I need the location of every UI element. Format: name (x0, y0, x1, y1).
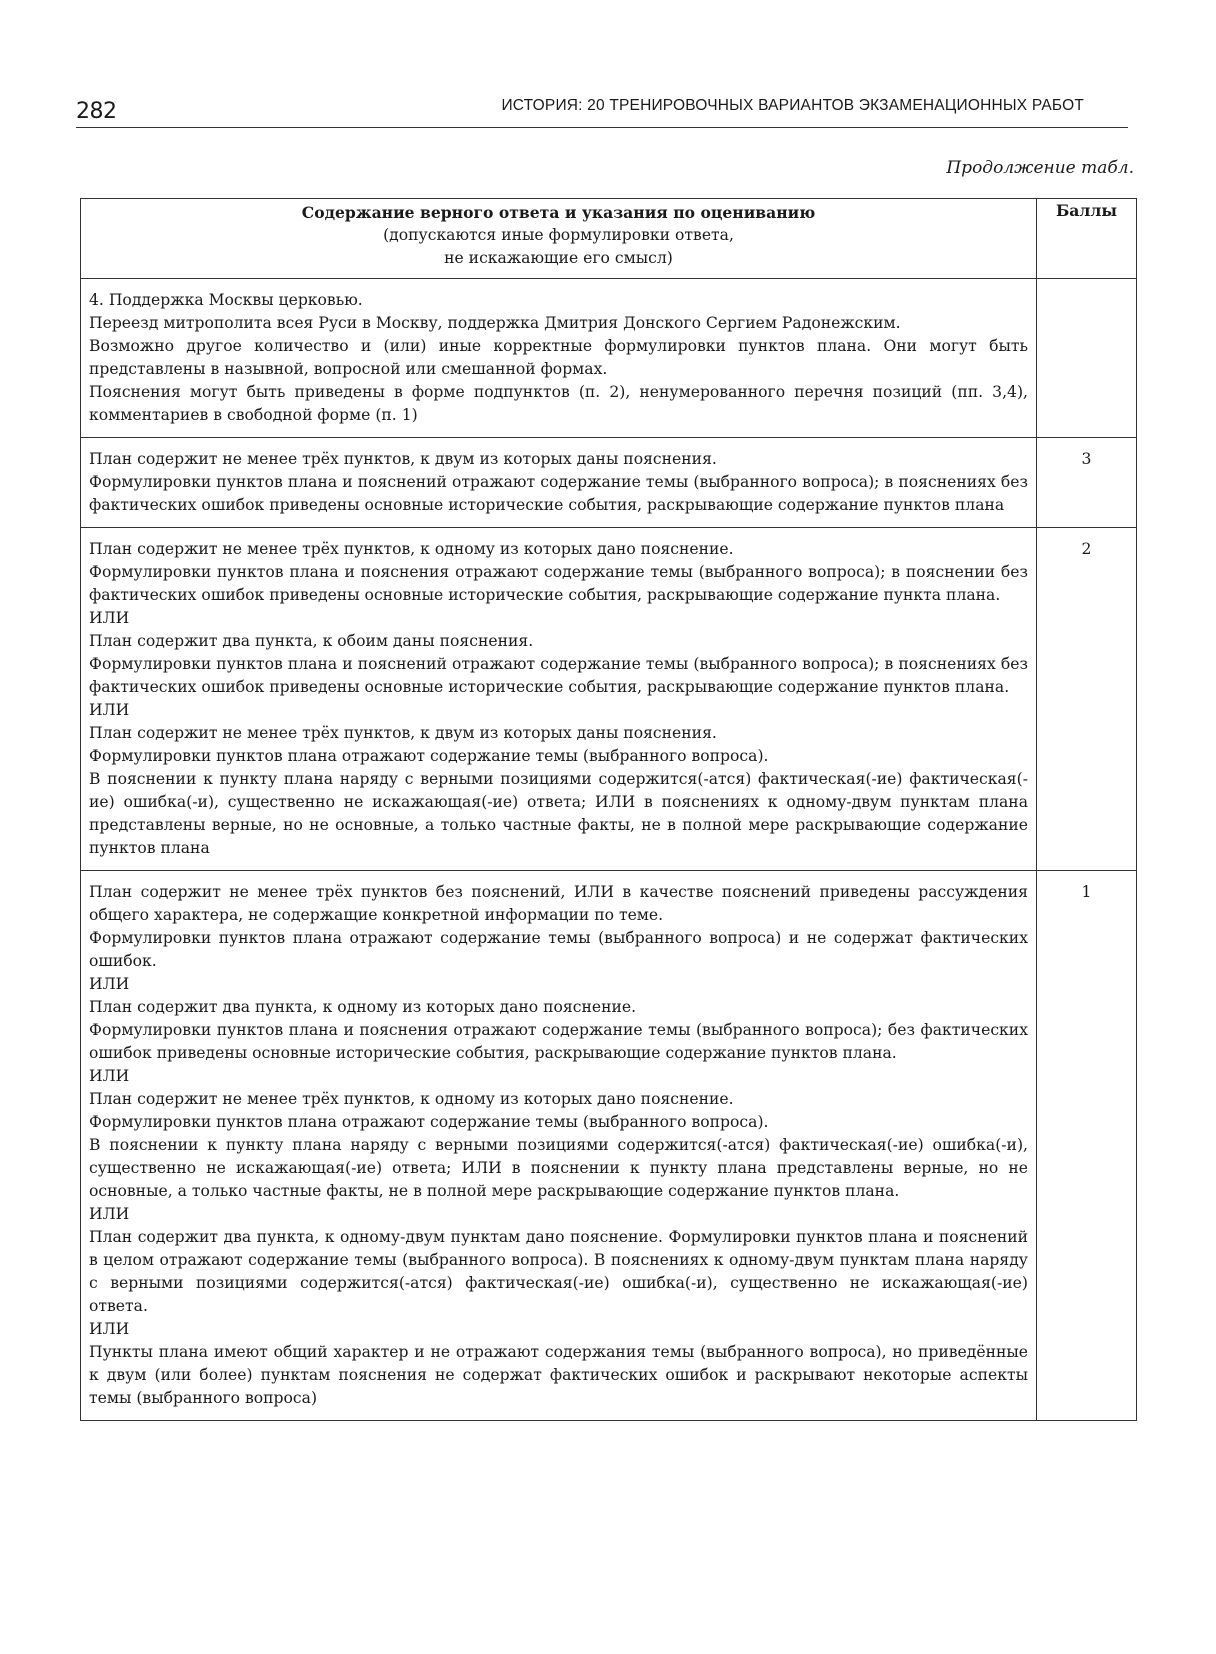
page-number: 282 (76, 99, 117, 124)
criteria-cell (81, 871, 1037, 1421)
points-cell: 2 (1037, 528, 1137, 871)
table-row (81, 279, 1137, 438)
criteria-line: ИЛИ (89, 1067, 130, 1085)
content-header-note-line2: не искажающие его смысл) (444, 249, 673, 267)
content-header-note-line1: (допускаются иные формулировки ответа, (383, 226, 734, 244)
points-cell (1037, 279, 1137, 438)
criteria-line: ИЛИ (89, 1320, 130, 1338)
content-header-title: Содержание верного ответа и указания по оцениванию (301, 203, 816, 222)
criteria-line: План содержит не менее трёх пунктов, к двум из которых даны пояснения. (89, 450, 717, 468)
running-title: ИСТОРИЯ: 20 ТРЕНИРОВОЧНЫХ ВАРИАНТОВ ЭКЗАМЕНАЦИОННЫХ РАБОТ (501, 97, 1084, 114)
points-cell: 3 (1037, 438, 1137, 528)
criteria-line: Формулировки пунктов плана отражают содержание темы (выбранного вопроса). (89, 1113, 769, 1131)
criteria-line: ИЛИ (89, 975, 130, 993)
header-rule (76, 127, 1128, 128)
criteria-line: План содержит не менее трёх пунктов, к одному из которых дано пояснение. (89, 1090, 734, 1108)
criteria-line: План содержит два пункта, к обоим даны пояснения. (89, 632, 534, 650)
criteria-line: ИЛИ (89, 701, 130, 719)
criteria-line: Пункты плана имеют общий характер и не отражают содержания темы (выбранного вопроса), но приведённые к двум (или более) пунктам пояснения не содержат фактических ошибок и раскрывают некоторые аспекты темы (выбранного вопроса) (89, 1343, 1028, 1407)
criteria-line: 4. Поддержка Москвы церковью. (89, 291, 363, 309)
criteria-cell (81, 528, 1037, 871)
criteria-line: Возможно другое количество и (или) иные корректные формулировки пунктов плана. Они могут быть представлены в назывной, вопросной или смешанной формах. (89, 337, 1028, 378)
criteria-line: Формулировки пунктов плана и пояснения отражают содержание темы (выбранного вопроса); без фактических ошибок приведены основные исторические события, раскрывающие содержание пунктов плана. (89, 1021, 1028, 1062)
criteria-line: ИЛИ (89, 609, 130, 627)
points-cell: 1 (1037, 871, 1137, 1421)
criteria-line: Формулировки пунктов плана и пояснений отражают содержание темы (выбранного вопроса); в пояснениях без фактических ошибок приведены основные исторические события, раскрывающие содержание пунктов плана (89, 473, 1028, 514)
criteria-line: План содержит не менее трёх пунктов, к одному из которых дано пояснение. (89, 540, 734, 558)
grading-table (80, 198, 1137, 1421)
criteria-line: Пояснения могут быть приведены в форме подпунктов (п. 2), ненумерованного перечня позиций (пп. 3,4), комментариев в свободной форме (п. 1) (89, 383, 1028, 424)
criteria-line: Формулировки пунктов плана отражают содержание темы (выбранного вопроса). (89, 747, 769, 765)
criteria-line: В пояснении к пункту плана наряду с верными позициями содержится(-атся) фактическая(-ие) ошибка(-и), существенно не искажающая(-ие) ответа; ИЛИ в пояснении к пункту плана представлены верные, но не основные, а только частные факты, не в полной мере раскрывающие содержание пунктов плана. (89, 1136, 1028, 1200)
criteria-cell (81, 279, 1037, 438)
table-row (81, 871, 1137, 1421)
criteria-line: Формулировки пунктов плана отражают содержание темы (выбранного вопроса) и не содержат фактических ошибок. (89, 929, 1028, 970)
points-column-header: Баллы (1037, 199, 1137, 279)
criteria-line: План содержит не менее трёх пунктов без пояснений, ИЛИ в качестве пояснений приведены рассуждения общего характера, не содержащие конкретной информации по теме. (89, 883, 1028, 924)
criteria-line: Переезд митрополита всея Руси в Москву, поддержка Дмитрия Донского Сергием Радонежским. (89, 314, 901, 332)
criteria-line: План содержит два пункта, к одному-двум пунктам дано пояснение. Формулировки пунктов плана и пояснений в целом отражают содержание темы (выбранного вопроса). В пояснениях к одному-двум пунктам плана наряду с верными позициями содержится(-атся) фактическая(-ие) ошибка(-и), существенно не искажающая(-ие) ответа. (89, 1228, 1028, 1315)
criteria-line: План содержит не менее трёх пунктов, к двум из которых даны пояснения. (89, 724, 717, 742)
table-continuation-note: Продолжение табл. (946, 158, 1134, 178)
criteria-line: В пояснении к пункту плана наряду с верными позициями содержится(-атся) фактическая(-ие) фактическая(-ие) ошибка(-и), существенно не искажающая(-ие) ответа; ИЛИ в пояснениях к одному-двум пунктам плана представлены верные, но не основные, а только частные факты, не в полной мере раскрывающие содержание пунктов плана (89, 770, 1028, 857)
table-header-row (81, 199, 1137, 279)
criteria-line: Формулировки пунктов плана и пояснений отражают содержание темы (выбранного вопроса); в пояснениях без фактических ошибок приведены основные исторические события, раскрывающие содержание пунктов плана. (89, 655, 1028, 696)
criteria-line: План содержит два пункта, к одному из которых дано пояснение. (89, 998, 637, 1016)
table-row (81, 528, 1137, 871)
table-row (81, 438, 1137, 528)
criteria-cell (81, 438, 1037, 528)
content-column-header (81, 199, 1037, 279)
criteria-line: ИЛИ (89, 1205, 130, 1223)
criteria-line: Формулировки пунктов плана и пояснения отражают содержание темы (выбранного вопроса); в пояснении без фактических ошибок приведены основные исторические события, раскрывающие содержание пункта плана. (89, 563, 1028, 604)
